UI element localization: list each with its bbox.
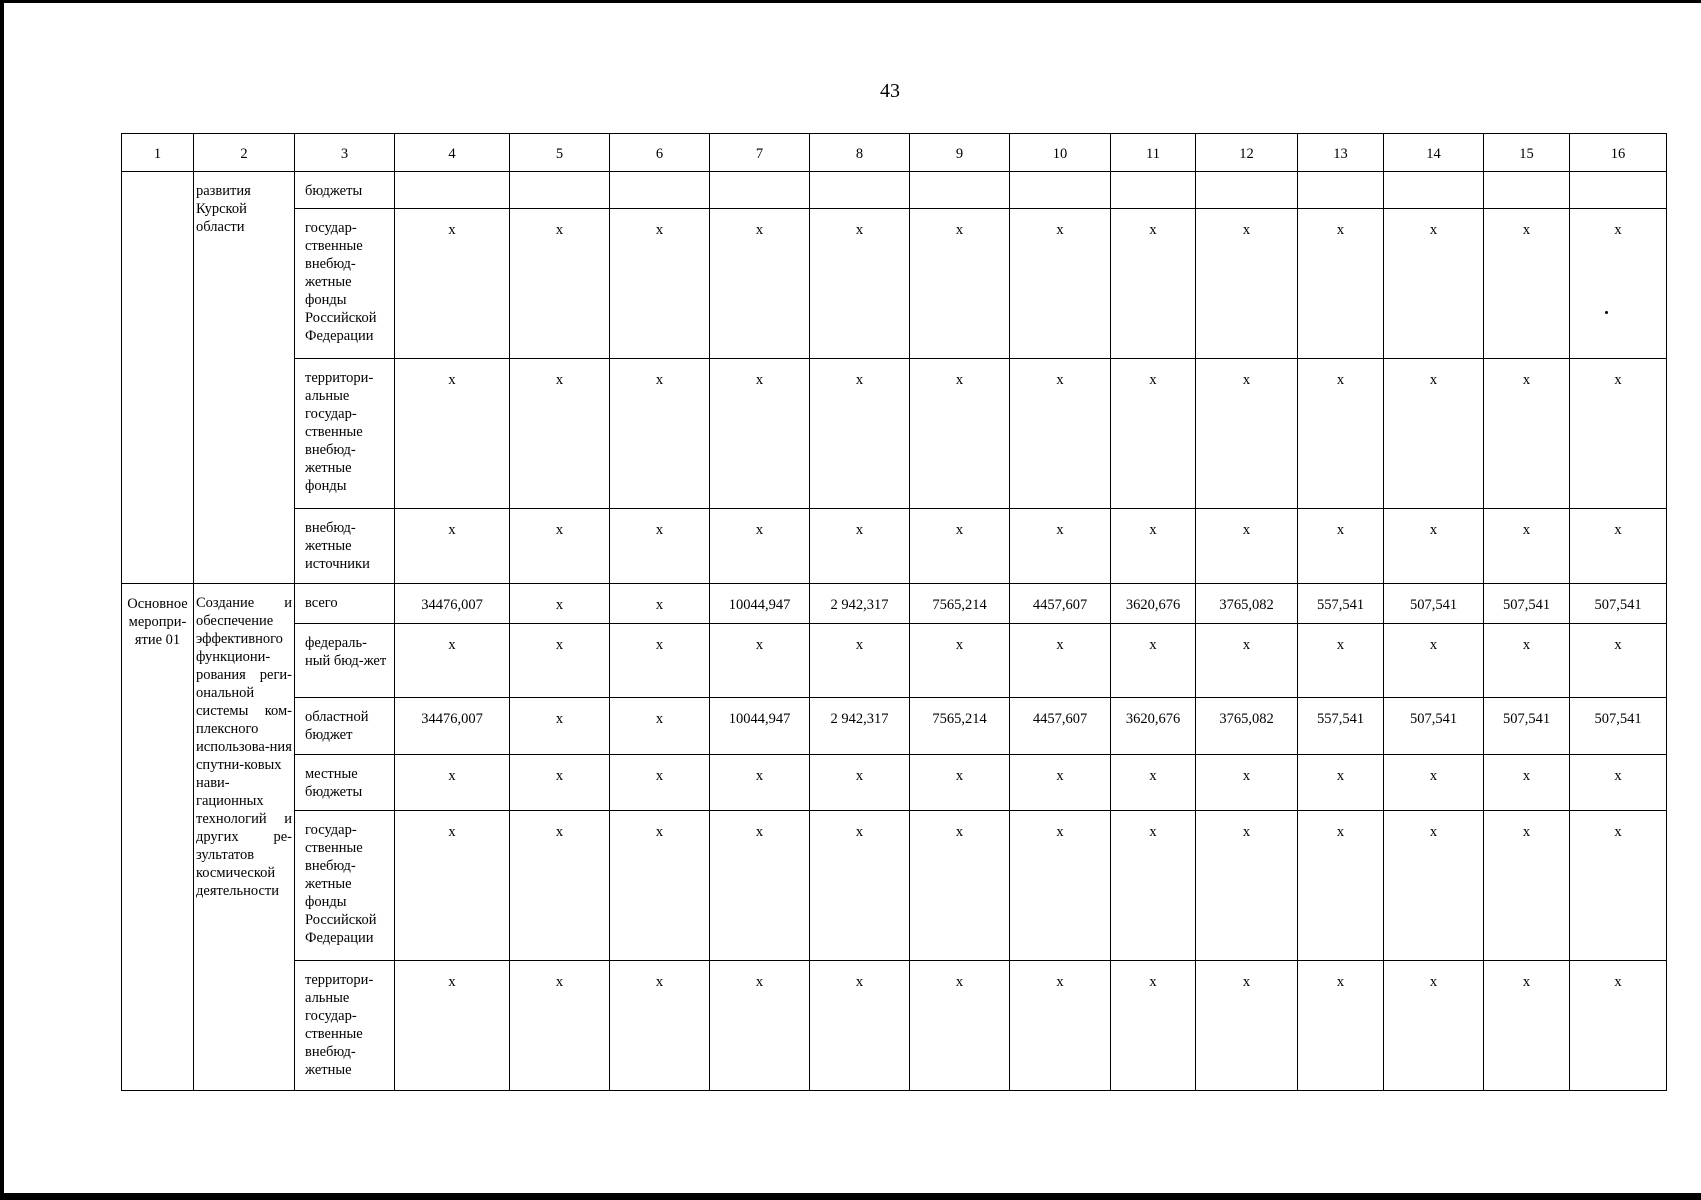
value-cell: [395, 172, 510, 209]
value-cell: х: [1111, 509, 1196, 584]
value-cell: 507,541: [1384, 698, 1484, 755]
table-row: [122, 359, 1667, 509]
value-cell: х: [1484, 961, 1570, 1091]
value-cell: 3765,082: [1196, 698, 1298, 755]
value-cell: х: [610, 961, 710, 1091]
value-cell: х: [1298, 209, 1384, 359]
value-cell: х: [1384, 811, 1484, 961]
value-cell: х: [395, 509, 510, 584]
column-header: 1: [122, 134, 194, 172]
value-cell: х: [510, 811, 610, 961]
value-cell: х: [1196, 359, 1298, 509]
value-cell: 507,541: [1484, 584, 1570, 624]
funding-source-cell: государ-ственные внебюд-жетные фонды Российской Федерации: [295, 209, 395, 359]
value-cell: [510, 172, 610, 209]
value-cell: х: [810, 811, 910, 961]
table-row: [122, 509, 1667, 584]
scan-speck: [1605, 311, 1608, 314]
value-cell: [1570, 172, 1667, 209]
value-cell: х: [1484, 755, 1570, 811]
column-header: 5: [510, 134, 610, 172]
value-cell: х: [1010, 961, 1111, 1091]
table-row: [122, 961, 1667, 1091]
value-cell: [910, 172, 1010, 209]
value-cell: х: [710, 811, 810, 961]
funding-source-cell: государ-ственные внебюд-жетные фонды Российской Федерации: [295, 811, 395, 961]
value-cell: [1484, 172, 1570, 209]
value-cell: 34476,007: [395, 698, 510, 755]
column-header: 11: [1111, 134, 1196, 172]
value-cell: х: [395, 811, 510, 961]
value-cell: х: [810, 624, 910, 698]
value-cell: 557,541: [1298, 698, 1384, 755]
column-header: 3: [295, 134, 395, 172]
funding-source-cell: всего: [295, 584, 395, 624]
column-header: 2: [194, 134, 295, 172]
value-cell: х: [1384, 624, 1484, 698]
value-cell: х: [1298, 811, 1384, 961]
value-cell: х: [395, 209, 510, 359]
value-cell: х: [1196, 961, 1298, 1091]
column-header: 13: [1298, 134, 1384, 172]
value-cell: х: [395, 961, 510, 1091]
column-header: 4: [395, 134, 510, 172]
table-row: [122, 584, 1667, 624]
value-cell: 10044,947: [710, 584, 810, 624]
value-cell: [1111, 172, 1196, 209]
value-cell: х: [610, 209, 710, 359]
value-cell: х: [1111, 961, 1196, 1091]
column-header: 10: [1010, 134, 1111, 172]
value-cell: х: [810, 209, 910, 359]
value-cell: х: [1196, 624, 1298, 698]
value-cell: х: [1010, 624, 1111, 698]
column-header: 6: [610, 134, 710, 172]
column-header: 15: [1484, 134, 1570, 172]
value-cell: х: [510, 755, 610, 811]
table-row: [122, 172, 1667, 209]
value-cell: х: [510, 584, 610, 624]
value-cell: 507,541: [1570, 698, 1667, 755]
value-cell: 10044,947: [710, 698, 810, 755]
value-cell: х: [810, 509, 910, 584]
column-header: 14: [1384, 134, 1484, 172]
value-cell: х: [710, 755, 810, 811]
value-cell: [710, 172, 810, 209]
table-row: [122, 811, 1667, 961]
value-cell: 507,541: [1484, 698, 1570, 755]
value-cell: х: [910, 359, 1010, 509]
value-cell: 2 942,317: [810, 698, 910, 755]
value-cell: х: [1298, 961, 1384, 1091]
value-cell: х: [1570, 209, 1667, 359]
value-cell: [810, 172, 910, 209]
funding-table: [121, 133, 1667, 1091]
value-cell: [1196, 172, 1298, 209]
value-cell: х: [810, 359, 910, 509]
value-cell: х: [510, 961, 610, 1091]
value-cell: х: [710, 209, 810, 359]
value-cell: х: [1111, 209, 1196, 359]
value-cell: х: [1484, 811, 1570, 961]
value-cell: х: [510, 624, 610, 698]
value-cell: х: [1010, 811, 1111, 961]
event-code-cell: Основное меропри-ятие 01: [122, 584, 194, 1091]
value-cell: 2 942,317: [810, 584, 910, 624]
value-cell: х: [1570, 624, 1667, 698]
event-name-cell: развития Курской области: [194, 172, 295, 584]
value-cell: х: [1484, 624, 1570, 698]
scan-edge-left: [0, 0, 4, 1200]
column-header: 16: [1570, 134, 1667, 172]
value-cell: [1384, 172, 1484, 209]
value-cell: х: [1196, 209, 1298, 359]
value-cell: х: [610, 698, 710, 755]
value-cell: 557,541: [1298, 584, 1384, 624]
value-cell: х: [810, 961, 910, 1091]
value-cell: х: [1111, 359, 1196, 509]
value-cell: х: [610, 624, 710, 698]
value-cell: х: [1010, 509, 1111, 584]
value-cell: 7565,214: [910, 698, 1010, 755]
value-cell: х: [395, 359, 510, 509]
value-cell: х: [1384, 755, 1484, 811]
table-row: [122, 209, 1667, 359]
column-header: 7: [710, 134, 810, 172]
value-cell: х: [1298, 755, 1384, 811]
value-cell: х: [1196, 755, 1298, 811]
value-cell: 3765,082: [1196, 584, 1298, 624]
value-cell: х: [1384, 961, 1484, 1091]
event-code-cell: [122, 172, 194, 584]
value-cell: х: [810, 755, 910, 811]
table-row: [122, 624, 1667, 698]
value-cell: х: [1111, 624, 1196, 698]
value-cell: 507,541: [1384, 584, 1484, 624]
value-cell: х: [1111, 755, 1196, 811]
value-cell: х: [1570, 755, 1667, 811]
value-cell: х: [1298, 624, 1384, 698]
value-cell: х: [510, 209, 610, 359]
value-cell: х: [1010, 755, 1111, 811]
funding-source-cell: областной бюджет: [295, 698, 395, 755]
value-cell: х: [1570, 509, 1667, 584]
value-cell: х: [1298, 509, 1384, 584]
value-cell: х: [1196, 509, 1298, 584]
value-cell: [1298, 172, 1384, 209]
funding-source-cell: внебюд-жетные источники: [295, 509, 395, 584]
header-row: [122, 134, 1667, 172]
value-cell: х: [610, 755, 710, 811]
funding-source-cell: федераль-ный бюд-жет: [295, 624, 395, 698]
funding-source-cell: территори-альные государ-ственные внебюд-жетные фонды: [295, 359, 395, 509]
value-cell: [1010, 172, 1111, 209]
value-cell: х: [910, 755, 1010, 811]
column-header: 9: [910, 134, 1010, 172]
value-cell: 3620,676: [1111, 698, 1196, 755]
value-cell: х: [710, 509, 810, 584]
value-cell: х: [1484, 509, 1570, 584]
value-cell: х: [910, 624, 1010, 698]
value-cell: х: [1298, 359, 1384, 509]
value-cell: 34476,007: [395, 584, 510, 624]
value-cell: 507,541: [1570, 584, 1667, 624]
value-cell: х: [710, 961, 810, 1091]
value-cell: х: [710, 359, 810, 509]
value-cell: х: [1484, 209, 1570, 359]
value-cell: х: [510, 359, 610, 509]
value-cell: 4457,607: [1010, 584, 1111, 624]
value-cell: х: [395, 755, 510, 811]
value-cell: 3620,676: [1111, 584, 1196, 624]
value-cell: 7565,214: [910, 584, 1010, 624]
value-cell: х: [1384, 209, 1484, 359]
value-cell: х: [395, 624, 510, 698]
value-cell: х: [1484, 359, 1570, 509]
value-cell: х: [610, 584, 710, 624]
value-cell: х: [1196, 811, 1298, 961]
value-cell: х: [1570, 811, 1667, 961]
value-cell: [610, 172, 710, 209]
value-cell: х: [1010, 209, 1111, 359]
column-header: 12: [1196, 134, 1298, 172]
funding-source-cell: территори-альные государ-ственные внебюд-жетные: [295, 961, 395, 1091]
value-cell: х: [1570, 359, 1667, 509]
value-cell: х: [510, 698, 610, 755]
value-cell: х: [1570, 961, 1667, 1091]
value-cell: х: [710, 624, 810, 698]
value-cell: х: [910, 509, 1010, 584]
value-cell: х: [1010, 359, 1111, 509]
value-cell: х: [610, 811, 710, 961]
value-cell: х: [1384, 509, 1484, 584]
value-cell: х: [910, 961, 1010, 1091]
table-row: [122, 755, 1667, 811]
value-cell: х: [510, 509, 610, 584]
value-cell: х: [1384, 359, 1484, 509]
value-cell: х: [910, 811, 1010, 961]
scan-edge-top: [0, 0, 1701, 3]
funding-source-cell: местные бюджеты: [295, 755, 395, 811]
value-cell: х: [1111, 811, 1196, 961]
value-cell: х: [910, 209, 1010, 359]
scan-edge-bottom: [0, 1193, 1701, 1200]
column-header: 8: [810, 134, 910, 172]
table-row: [122, 698, 1667, 755]
funding-source-cell: бюджеты: [295, 172, 395, 209]
value-cell: х: [610, 359, 710, 509]
event-name-cell: Создание и обеспечение эффективного функциони-рования реги-ональной системы ком-плексного использова-ния спутни-ковых нави-гационных технологий и других ре-зультатов космической деятельности: [194, 584, 295, 1091]
value-cell: х: [610, 509, 710, 584]
value-cell: 4457,607: [1010, 698, 1111, 755]
page-number: 43: [880, 80, 900, 102]
